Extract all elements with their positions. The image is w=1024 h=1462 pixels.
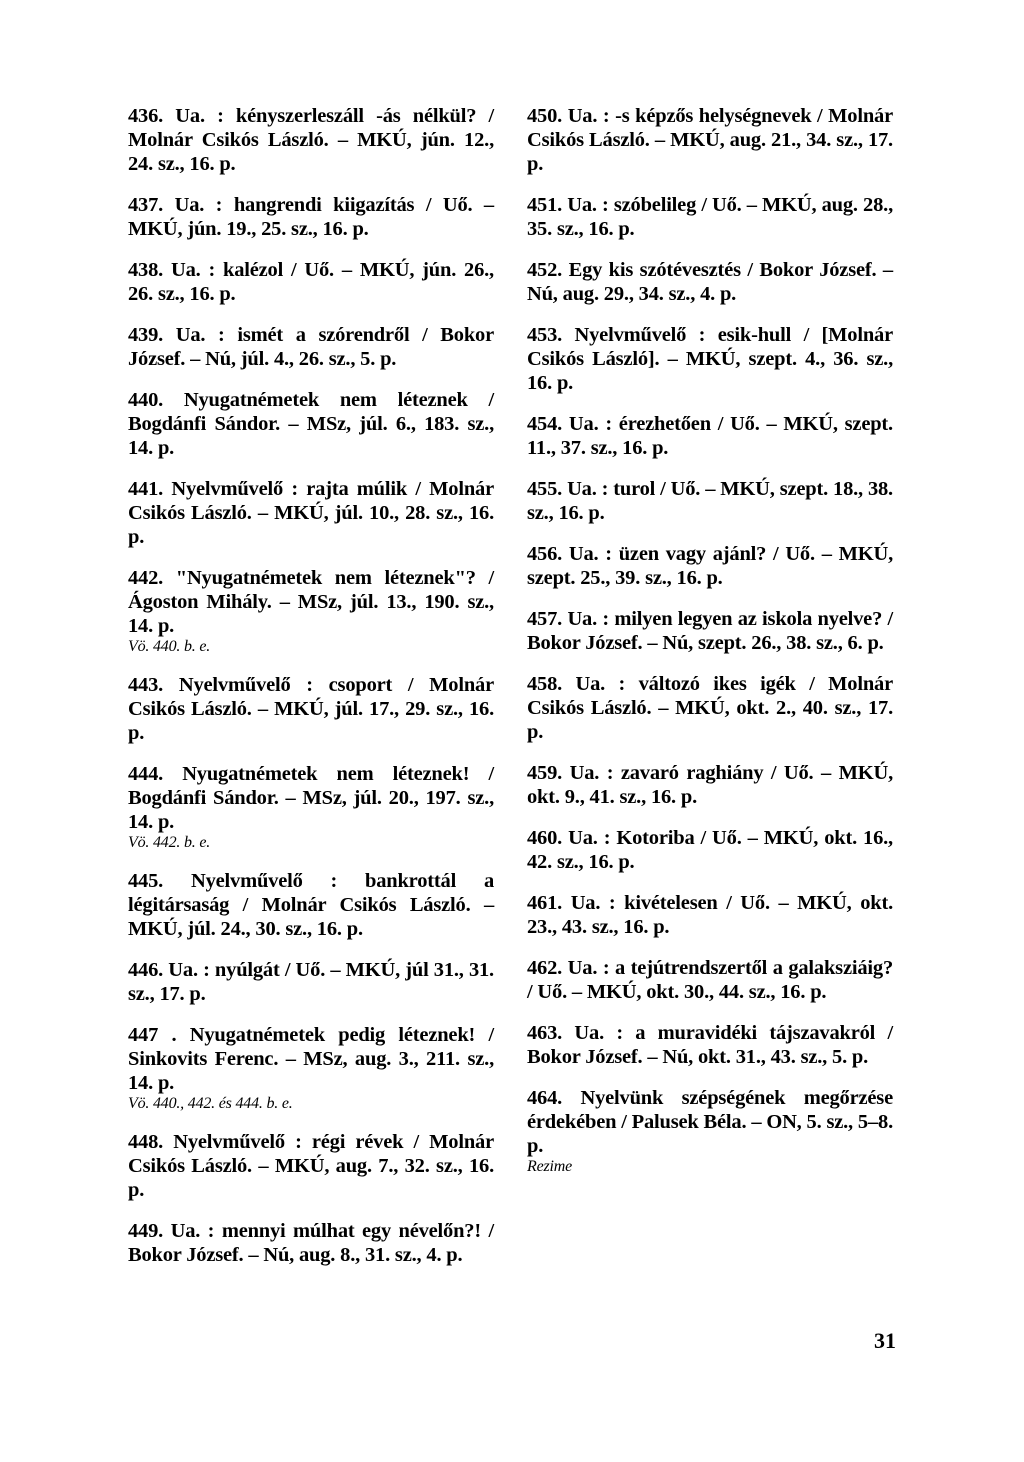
entry-text: Ua. : milyen legyen az iskola nyelve? / Bokor József. – Nú, szept. 26., 38. sz., 6. p. [527,608,893,654]
entry-text: Ua. : érezhetően / Uő. – MKÚ, szept. 11., 37. sz., 16. p. [527,413,893,459]
bibliography-entry [128,1219,494,1267]
entry-text: "Nyugatnémetek nem léteznek"? / Ágoston Mihály. – MSz, júl. 13., 190. sz., 14. p. [128,567,494,637]
entry-text: Ua. : hangrendi kiigazítás / Uő. – MKÚ, jún. 19., 25. sz., 16. p. [128,194,494,240]
entry-number: 446. [128,959,164,981]
entry-number: 451. [527,194,563,216]
entry-number: 461. [527,892,563,914]
bibliography-entry [527,761,893,809]
entry-number: 463. [527,1022,563,1044]
bibliography-entry [128,673,494,745]
entry-number: 464. [527,1087,563,1109]
entry-number: 453. [527,324,563,346]
entry-text: Ua. : ismét a szórendről / Bokor József. – Nú, júl. 4., 26. sz., 5. p. [128,324,494,370]
entry-number: 459. [527,762,563,784]
entry-number: 449. [128,1220,164,1242]
entry-number: 438. [128,259,164,281]
entry-number: 454. [527,413,563,435]
bibliography-entry [527,607,893,655]
entry-text: Nyugatnémetek nem léteznek / Bogdánfi Sándor. – MSz, júl. 6., 183. sz., 14. p. [128,389,494,459]
bibliography-entry [128,193,494,241]
bibliography-entry [128,323,494,371]
bibliography-entry [128,566,494,656]
entry-number: 437. [128,194,164,216]
entry-text: Ua. : változó ikes igék / Molnár Csikós László. – MKÚ, okt. 2., 40. sz., 17. p. [527,673,893,743]
bibliography-entry [527,412,893,460]
bibliography-entry [527,104,893,176]
bibliography-entry [527,672,893,744]
entry-text: Ua. : szóbelileg / Uő. – MKÚ, aug. 28., 35. sz., 16. p. [527,194,893,240]
entry-number: 444. [128,763,164,785]
entry-text: Ua. : nyúlgát / Uő. – MKÚ, júl 31., 31. sz., 17. p. [128,959,494,1005]
bibliography-entry [128,762,494,852]
entry-number: 456. [527,543,563,565]
entry-text: Nyelvművelő : régi révek / Molnár Csikós László. – MKÚ, aug. 7., 32. sz., 16. p. [128,1131,494,1201]
entry-text: Ua. : zavaró raghiány / Uő. – MKÚ, okt. 9., 41. sz., 16. p. [527,762,893,808]
entry-note: Vö. 442. b. e. [128,834,211,851]
bibliography-entry [527,323,893,395]
entry-text: Nyugatnémetek pedig léteznek! / Sinkovits Ferenc. – MSz, aug. 3., 211. sz., 14. p. [128,1024,494,1094]
bibliography-entry [128,1130,494,1202]
entry-number: 455. [527,478,563,500]
entry-note: Vö. 440., 442. és 444. b. e. [128,1095,293,1112]
entry-text: Ua. : a tejútrendszertől a galaksziáig? / Uő. – MKÚ, okt. 30., 44. sz., 16. p. [527,957,893,1003]
entry-text: Nyelvművelő : bankrottál a légitársaság / Molnár Csikós László. – MKÚ, júl. 24., 30. sz., 16. p. [128,870,494,940]
entry-text: Ua. : a muravidéki tájszavakról / Bokor József. – Nú, okt. 31., 43. sz., 5. p. [527,1022,893,1068]
entry-text: Nyelvünk szépségének megőrzése érdekében / Palusek Béla. – ON, 5. sz., 5–8. p. [527,1087,893,1157]
bibliography-entry [527,956,893,1004]
bibliography-entry [527,193,893,241]
entry-number: 442. [128,567,164,589]
entry-text: Ua. : üzen vagy ajánl? / Uő. – MKÚ, szept. 25., 39. sz., 16. p. [527,543,893,589]
page-number: 31 [874,1328,896,1353]
bibliography-entry [128,1023,494,1113]
entry-text: Ua. : Kotoriba / Uő. – MKÚ, okt. 16., 42. sz., 16. p. [527,827,893,873]
bibliography-entry [128,104,494,176]
bibliography-entry [527,826,893,874]
bibliography-entry [527,258,893,306]
bibliography-entry [128,869,494,941]
entry-number: 460. [527,827,563,849]
entry-number: 443. [128,674,164,696]
entry-number: 448. [128,1131,164,1153]
entry-number: 458. [527,673,563,695]
bibliography-entry [527,1086,893,1176]
entry-text: Nyelvművelő : esik-hull / [Molnár Csikós László]. – MKÚ, szept. 4., 36. sz., 16. p. [527,324,893,394]
entry-number: 440. [128,389,164,411]
entry-note: Rezime [527,1158,573,1175]
entry-number: 452. [527,259,563,281]
bibliography-entry [527,1021,893,1069]
entry-number: 457. [527,608,563,630]
entry-number: 445. [128,870,164,892]
bibliography-entry [527,891,893,939]
right-column [527,104,893,1193]
entry-text: Ua. : mennyi múlhat egy névelőn?! / Bokor József. – Nú, aug. 8., 31. sz., 4. p. [128,1220,494,1266]
entry-note: Vö. 440. b. e. [128,638,211,655]
entry-text: Nyelvművelő : csoport / Molnár Csikós László. – MKÚ, júl. 17., 29. sz., 16. p. [128,674,494,744]
entry-number: 462. [527,957,563,979]
entry-number: 439. [128,324,164,346]
bibliography-entry [128,258,494,306]
entry-number: 436. [128,105,164,127]
bibliography-entry [128,477,494,549]
entry-text: Egy kis szótévesztés / Bokor József. – Nú, aug. 29., 34. sz., 4. p. [527,259,893,305]
entry-text: Ua. : kalézol / Uő. – MKÚ, jún. 26., 26. sz., 16. p. [128,259,494,305]
entry-text: Ua. : kényszerleszáll -ás nélkül? / Molnár Csikós László. – MKÚ, jún. 12., 24. sz., 16. p. [128,105,494,175]
entry-text: Nyugatnémetek nem léteznek! / Bogdánfi Sándor. – MSz, júl. 20., 197. sz., 14. p. [128,763,494,833]
bibliography-entry [527,477,893,525]
entry-text: Ua. : -s képzős helységnevek / Molnár Csikós László. – MKÚ, aug. 21., 34. sz., 17. p. [527,105,893,175]
left-column [128,104,494,1284]
entry-number: 450. [527,105,563,127]
entry-text: Nyelvművelő : rajta múlik / Molnár Csikós László. – MKÚ, júl. 10., 28. sz., 16. p. [128,478,494,548]
bibliography-entry [128,958,494,1006]
entry-text: Ua. : kivételesen / Uő. – MKÚ, okt. 23., 43. sz., 16. p. [527,892,893,938]
bibliography-entry [128,388,494,460]
entry-number: 447 . [128,1024,177,1046]
entry-number: 441. [128,478,164,500]
entry-text: Ua. : turol / Uő. – MKÚ, szept. 18., 38. sz., 16. p. [527,478,893,524]
bibliography-entry [527,542,893,590]
